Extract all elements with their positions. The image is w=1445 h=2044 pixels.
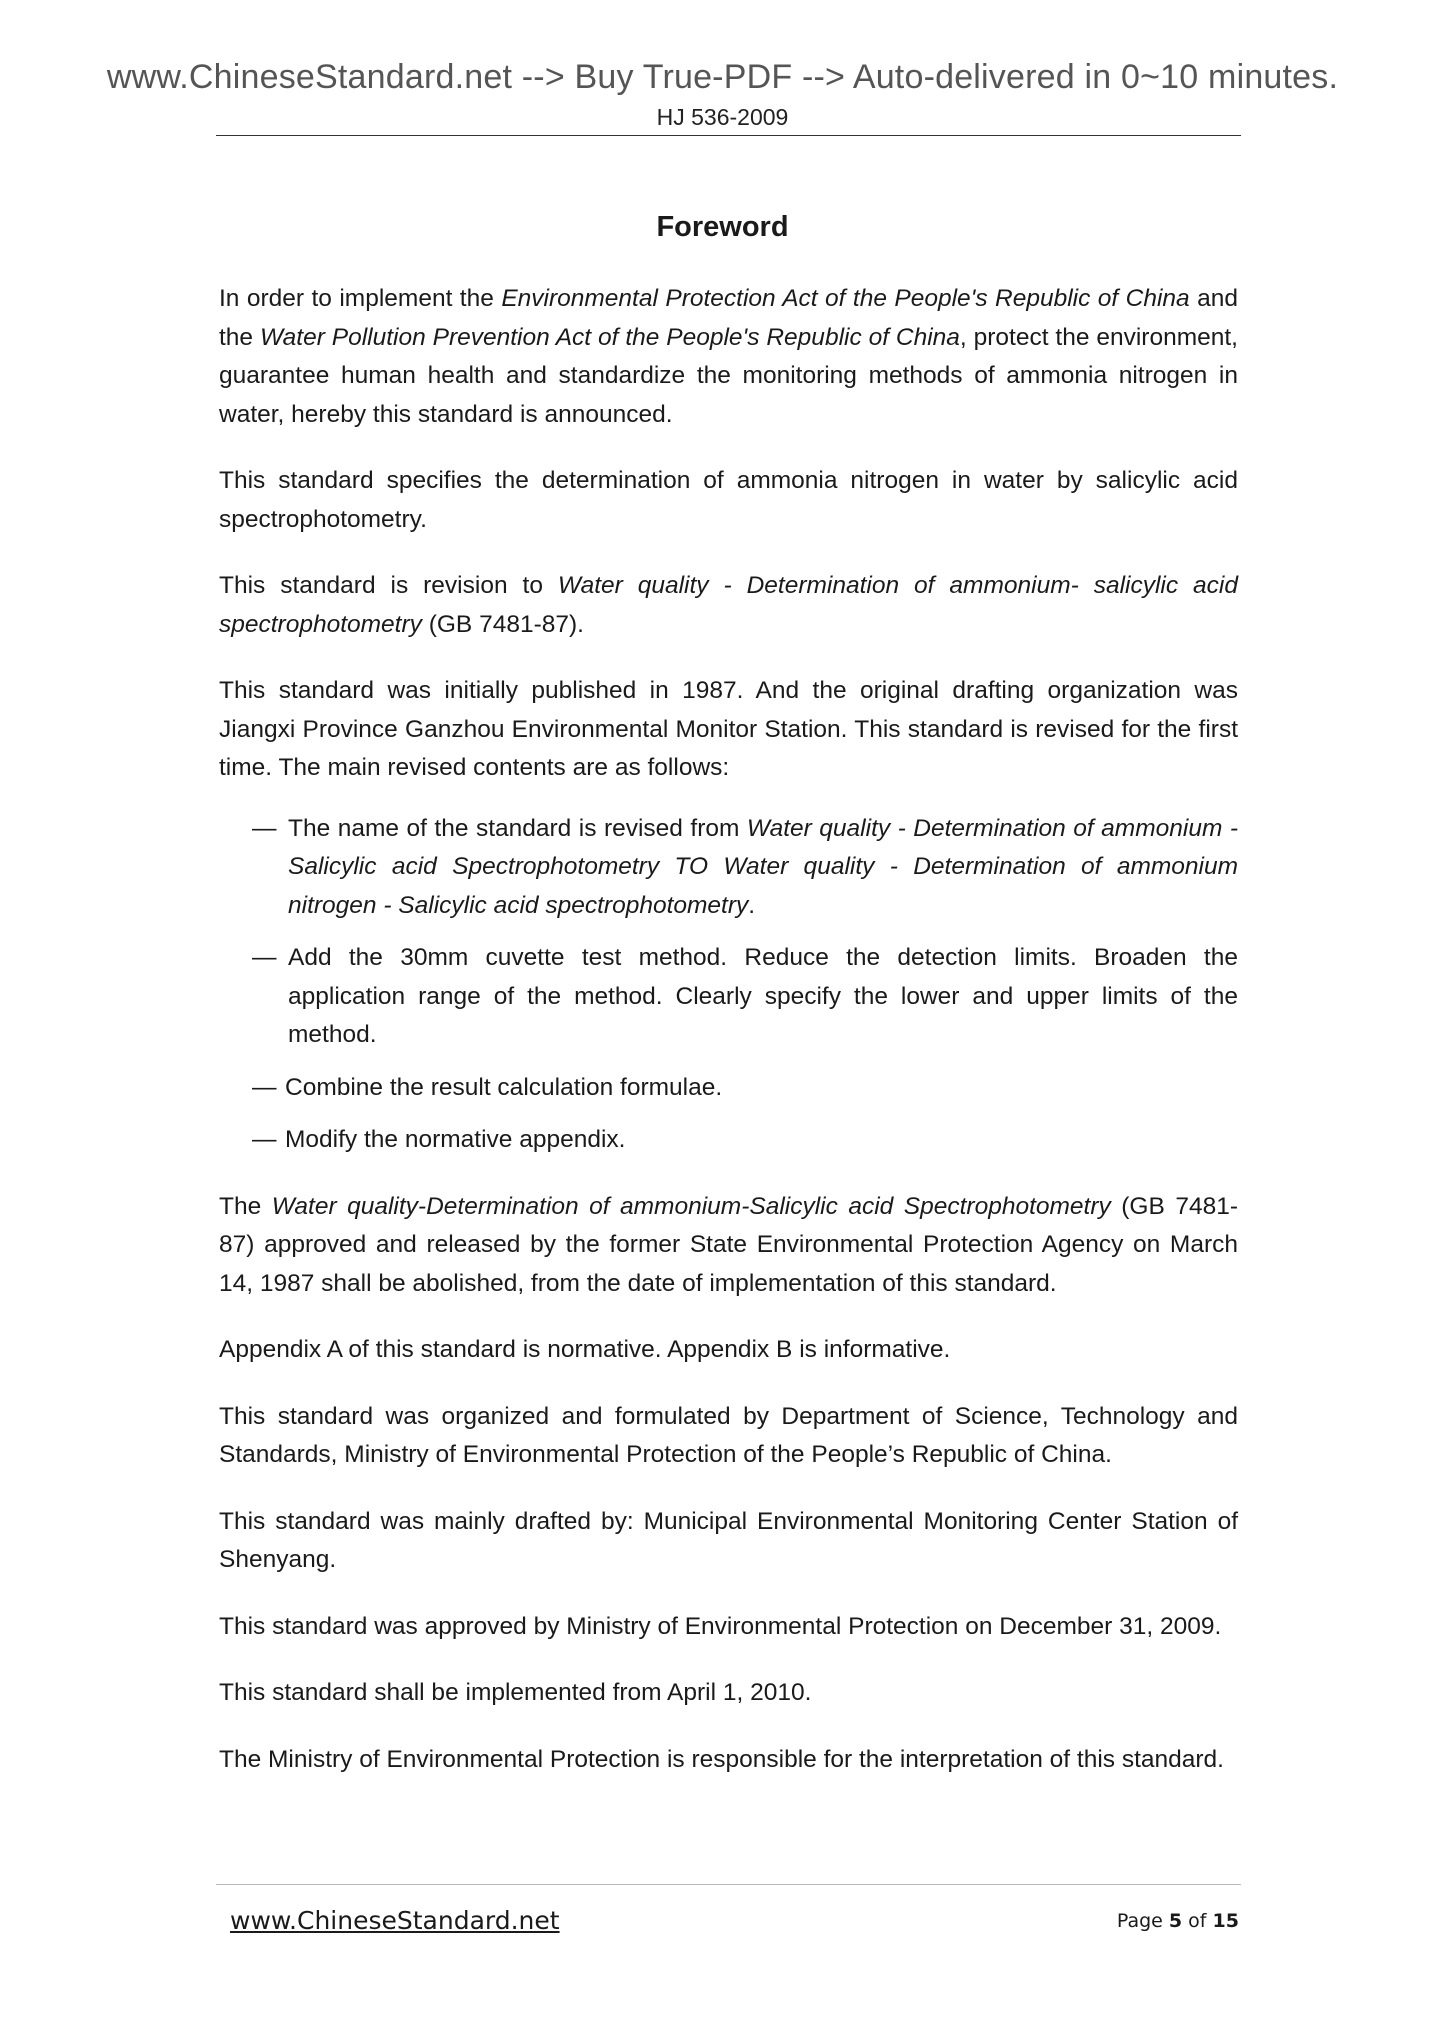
paragraph-implementation <box>219 280 1238 434</box>
list-item <box>219 1069 1238 1108</box>
dash-marker: — <box>252 1126 277 1153</box>
law-title: Water Pollution Prevention Act of the People's Republic of China <box>259 323 960 351</box>
paragraph-drafted: This standard was mainly drafted by: Municipal Environmental Monitoring Center Station of Shenyang. <box>219 1507 1238 1573</box>
text: (GB 7481-87). <box>421 610 584 638</box>
footer-rule <box>216 1884 1241 1885</box>
text: (GB 7481-87) approved and released by the former State Environmental Protection Agency on March 14, 1987 shall be abolished, from the date of implementation of this standard. <box>219 1192 1238 1297</box>
dash-marker: — <box>252 814 277 842</box>
page-title: Foreword <box>656 211 789 243</box>
header-rule <box>216 135 1241 136</box>
paragraph-approved: This standard was approved by Ministry of Environmental Protection on December 31, 2009. <box>219 1612 1222 1640</box>
text: Modify the normative appendix. <box>285 1126 626 1153</box>
page-label: Page <box>1116 1910 1163 1932</box>
standard-title: Water quality-Determination of ammonium-Salicylic acid Spectrophotometry <box>271 1192 1111 1220</box>
paragraph-interpretation: The Ministry of Environmental Protection is responsible for the interpretation of this standard. <box>219 1745 1224 1773</box>
paragraph-scope: This standard specifies the determination of ammonia nitrogen in water by salicylic acid spectrophotometry. <box>219 467 1238 533</box>
page-of: of <box>1188 1910 1207 1932</box>
paragraph-organized: This standard was organized and formulated by Department of Science, Technology and Standards, Ministry of Environmental Protection of the People’s Republic of China. <box>219 1402 1238 1468</box>
page-current: 5 <box>1168 1910 1183 1932</box>
text: Add the 30mm cuvette test method. Reduce the detection limits. Broaden the application range of the method. Clearly specify the lower and upper limits of the method. <box>288 944 1238 1048</box>
foreword-body <box>219 280 1238 1807</box>
text: Combine the result calculation formulae. <box>285 1073 723 1101</box>
paragraph-revision <box>219 567 1238 644</box>
paragraph-implemented: This standard shall be implemented from April 1, 2010. <box>219 1679 812 1706</box>
page-number <box>1117 1910 1239 1932</box>
paragraph-history: This standard was initially published in 1987. And the original drafting organization was Jiangxi Province Ganzhou Environmental Monitor Station. This standard is revised for the first time. The main revised contents are as follows: <box>219 677 1238 781</box>
revision-list <box>219 810 1238 1160</box>
text: and the <box>219 285 1238 351</box>
law-title: Environmental Protection Act of the People's Republic of China <box>501 285 1190 312</box>
list-item <box>219 1121 1238 1160</box>
standard-title: Water quality - Determination of ammonium - Salicylic acid Spectrophotometry TO Water quality - Determination of ammonium nitrogen - Salicylic acid spectrophotometry <box>288 814 1239 919</box>
page-total: 15 <box>1212 1910 1239 1932</box>
text: . <box>748 891 756 919</box>
list-item <box>219 810 1238 926</box>
text: This standard is revision to <box>219 572 558 599</box>
text: The name of the standard is revised from <box>288 814 747 842</box>
footer-website-link[interactable]: www.ChineseStandard.net <box>230 1906 560 1935</box>
dash-marker: — <box>252 1073 277 1101</box>
text: In order to implement the <box>219 285 502 312</box>
paragraph-abolished <box>219 1188 1238 1304</box>
text: The <box>219 1192 272 1220</box>
text: , protect the environment, guarantee human health and standardize the monitoring methods of ammonia nitrogen in water, hereby this standard is announced. <box>219 323 1238 428</box>
dash-marker: — <box>252 944 277 971</box>
paragraph-appendix: Appendix A of this standard is normative. Appendix B is informative. <box>219 1336 951 1363</box>
top-banner[interactable]: www.ChineseStandard.net --> Buy True-PDF --> Auto-delivered in 0~10 minutes. <box>106 58 1339 96</box>
list-item <box>219 939 1238 1055</box>
standard-title: Water quality - Determination of ammonium- salicylic acid spectrophotometry <box>219 572 1238 638</box>
doc-code: HJ 536-2009 <box>656 104 789 130</box>
